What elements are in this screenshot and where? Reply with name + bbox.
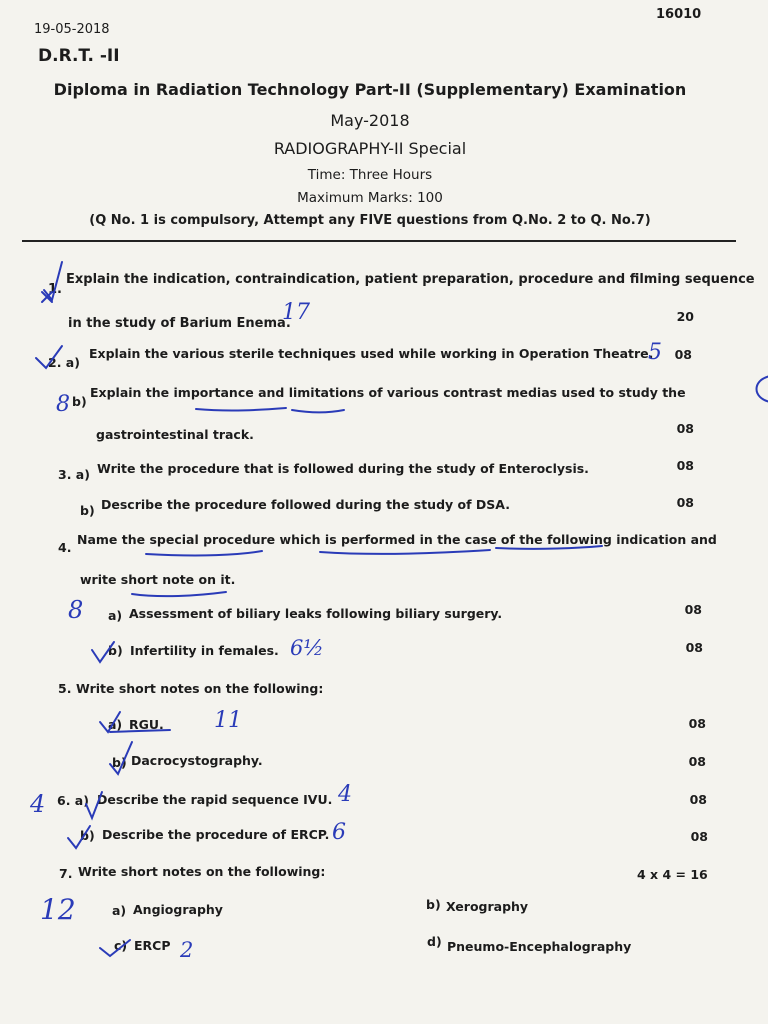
q4a-marks: 08 — [684, 602, 702, 617]
q4b-number: b) — [108, 643, 123, 658]
q7d-text: Pneumo-Encephalography — [447, 939, 632, 954]
tick-mark-q5a — [100, 712, 123, 732]
q7a-number: a) — [112, 903, 127, 918]
q5b-marks: 08 — [688, 754, 706, 769]
q1-number: 1. — [48, 282, 62, 297]
q2b-number: b) — [72, 394, 87, 409]
course-code: D.R.T. -II — [38, 46, 120, 66]
q7c-number: c) — [114, 938, 128, 953]
tick-mark-q1 — [44, 262, 62, 300]
q7c-text: ERCP — [134, 938, 171, 953]
exam-date: 19-05-2018 — [34, 22, 110, 37]
margin-bracket-right — [757, 376, 768, 402]
q4-text-line1: Name the special procedure which is performed in the case of the following indication and — [77, 532, 717, 547]
tick-mark-q5b — [110, 742, 132, 774]
q2b-text-line1: Explain the importance and limitations of various contrast medias used to study the — [90, 385, 686, 400]
q3b-text: Describe the procedure followed during the study of DSA. — [101, 497, 510, 512]
exam-subject: RADIOGRAPHY-II Special — [273, 139, 467, 158]
q6a-text: Describe the rapid sequence IVU. — [97, 792, 333, 807]
tick-mark-q6a — [86, 792, 102, 818]
score-q5a: 11 — [214, 708, 242, 733]
q6b-number: b) — [80, 828, 95, 843]
tick-mark-q7c — [100, 940, 130, 956]
q4b-text: Infertility in females. — [130, 643, 279, 658]
q6b-marks: 08 — [690, 829, 708, 844]
score-q2a: 5 — [648, 340, 662, 365]
q2a-marks: 08 — [674, 347, 692, 362]
q4-text-line2: write short note on it. — [80, 572, 236, 587]
q2a-text: Explain the various sterile techniques used while working in Operation Theatre. — [89, 346, 654, 361]
exam-session: May-2018 — [330, 111, 410, 130]
q6a-marks: 08 — [689, 792, 707, 807]
q1-marks: 20 — [676, 309, 694, 324]
q1-text-line1: Explain the indication, contraindication, patient preparation, procedure and filming sequence — [66, 272, 755, 287]
score-q7: 12 — [40, 893, 76, 926]
q5a-number: a) — [108, 717, 123, 732]
score-q6a-left: 4 — [30, 790, 46, 818]
paper-code: 16010 — [656, 7, 702, 22]
q7-number: 7. — [59, 866, 73, 881]
q5-text: Write short notes on the following: — [76, 681, 324, 696]
q5a-marks: 08 — [688, 716, 706, 731]
q7b-text: Xerography — [446, 899, 529, 914]
q2b-text-line2: gastrointestinal track. — [96, 427, 254, 442]
score-q1: 17 — [282, 300, 310, 325]
q4-number: 4. — [58, 540, 72, 555]
q7a-text: Angiography — [133, 902, 223, 917]
q7-text: Write short notes on the following: — [78, 864, 326, 879]
exam-instructions: (Q No. 1 is compulsory, Attempt any FIVE questions from Q.No. 2 to Q. No.7) — [89, 213, 651, 228]
q4a-text: Assessment of biliary leaks following biliary surgery. — [129, 606, 503, 621]
q1-text-line2: in the study of Barium Enema. — [68, 316, 291, 331]
q3a-number: 3. a) — [58, 467, 90, 482]
tick-mark-q6b — [68, 826, 90, 848]
underline-following — [132, 592, 226, 596]
exam-title: Diploma in Radiation Technology Part-II (Supplementary) Examination — [53, 80, 687, 99]
q7d-number: d) — [427, 934, 442, 949]
q4b-marks: 08 — [685, 640, 703, 655]
exam-max-marks: Maximum Marks: 100 — [297, 190, 443, 206]
underline-performed — [320, 550, 490, 554]
q5b-text: Dacrocystography. — [131, 753, 263, 768]
underline-special-procedure — [146, 551, 262, 555]
q7-marks: 4 x 4 = 16 — [637, 867, 708, 882]
score-q4a: 8 — [68, 596, 84, 624]
q3a-marks: 08 — [676, 458, 694, 473]
q3b-marks: 08 — [676, 495, 694, 510]
score-q7c: 2 — [180, 938, 194, 962]
q6b-text: Describe the procedure of ERCP. — [102, 827, 330, 842]
tick-mark-q4b — [92, 642, 114, 662]
q3a-text: Write the procedure that is followed during the study of Enteroclysis. — [97, 461, 589, 476]
score-q6b: 6 — [332, 820, 346, 845]
q3b-number: b) — [80, 503, 95, 518]
underline-contrast-medias — [292, 410, 344, 412]
tick-mark-q2a — [36, 346, 62, 368]
score-q4b: 6½ — [290, 636, 324, 660]
q6a-number: 6. a) — [57, 793, 89, 808]
q2a-number: 2. a) — [48, 355, 80, 370]
score-q6a: 4 — [338, 782, 352, 807]
q2b-marks: 08 — [676, 421, 694, 436]
q5b-number: b) — [112, 755, 127, 770]
underline-indication — [496, 546, 602, 549]
score-q2b: 8 — [56, 392, 70, 417]
q5-number: 5. — [58, 681, 72, 696]
q7b-number: b) — [426, 897, 441, 912]
exam-time: Time: Three Hours — [307, 167, 433, 183]
q5a-text: RGU. — [129, 717, 164, 732]
underline-importance — [196, 408, 286, 411]
q4a-number: a) — [108, 608, 123, 623]
underline-rgu — [110, 730, 170, 732]
